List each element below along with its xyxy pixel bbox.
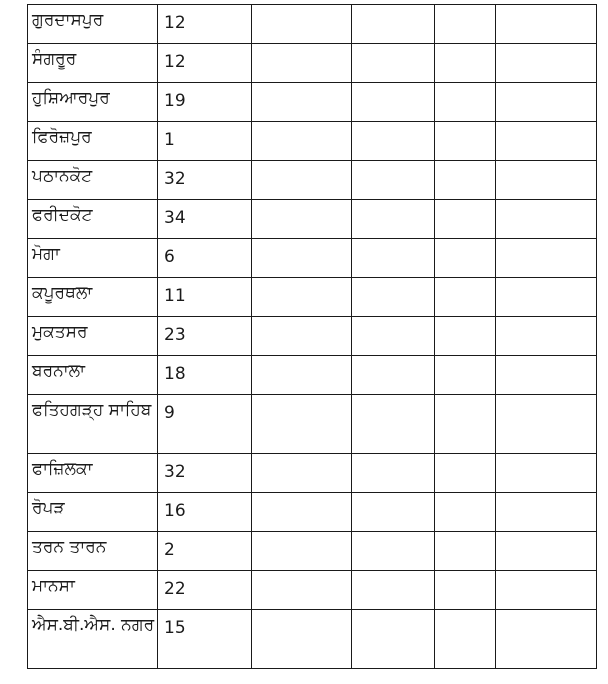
empty-cell xyxy=(496,454,597,493)
empty-cell xyxy=(352,454,435,493)
empty-cell xyxy=(252,356,352,395)
empty-cell xyxy=(352,239,435,278)
empty-cell xyxy=(496,200,597,239)
empty-cell xyxy=(496,83,597,122)
table-row xyxy=(28,44,597,83)
district-table xyxy=(27,4,597,669)
table-row xyxy=(28,610,597,669)
empty-cell xyxy=(496,610,597,669)
count-cell: 19 xyxy=(158,83,252,122)
count-cell: 34 xyxy=(158,200,252,239)
district-name-cell: ਕਪੂਰਥਲਾ xyxy=(28,278,158,317)
count-cell: 22 xyxy=(158,571,252,610)
empty-cell xyxy=(435,493,496,532)
empty-cell xyxy=(496,239,597,278)
district-name-cell: ਬਰਨਾਲਾ xyxy=(28,356,158,395)
district-name-cell: ਸੰਗਰੂਰ xyxy=(28,44,158,83)
empty-cell xyxy=(252,44,352,83)
empty-cell xyxy=(252,122,352,161)
table-row xyxy=(28,317,597,356)
empty-cell xyxy=(435,239,496,278)
empty-cell xyxy=(496,571,597,610)
table-row xyxy=(28,571,597,610)
empty-cell xyxy=(435,454,496,493)
table-row xyxy=(28,532,597,571)
district-name-cell: ਫਿਰੋਜ਼ਪੁਰ xyxy=(28,122,158,161)
district-name-cell: ਫਤਿਹਗੜ੍ਹ ਸਾਹਿਬ xyxy=(28,395,158,454)
empty-cell xyxy=(435,200,496,239)
empty-cell xyxy=(435,571,496,610)
table-row xyxy=(28,83,597,122)
count-cell: 9 xyxy=(158,395,252,454)
district-name-cell: ਮੁਕਤਸਰ xyxy=(28,317,158,356)
empty-cell xyxy=(352,44,435,83)
empty-cell xyxy=(496,395,597,454)
district-name-cell: ਹੁਸ਼ਿਆਰਪੁਰ xyxy=(28,83,158,122)
count-cell: 32 xyxy=(158,161,252,200)
empty-cell xyxy=(352,610,435,669)
table-row xyxy=(28,5,597,44)
empty-cell xyxy=(435,532,496,571)
count-cell: 12 xyxy=(158,5,252,44)
count-cell: 32 xyxy=(158,454,252,493)
table-row xyxy=(28,122,597,161)
empty-cell xyxy=(435,278,496,317)
district-name-cell: ਫਰੀਦਕੋਟ xyxy=(28,200,158,239)
district-name-cell: ਗੁਰਦਾਸਪੁਰ xyxy=(28,5,158,44)
empty-cell xyxy=(496,493,597,532)
empty-cell xyxy=(496,532,597,571)
empty-cell xyxy=(496,356,597,395)
empty-cell xyxy=(252,161,352,200)
table-row xyxy=(28,200,597,239)
empty-cell xyxy=(252,532,352,571)
empty-cell xyxy=(496,161,597,200)
table-row xyxy=(28,454,597,493)
district-name-cell: ਐਸ.ਬੀ.ਐਸ. ਨਗਰ xyxy=(28,610,158,669)
empty-cell xyxy=(252,493,352,532)
empty-cell xyxy=(352,571,435,610)
empty-cell xyxy=(435,5,496,44)
empty-cell xyxy=(496,278,597,317)
district-name-cell: ਫਾਜ਼ਿਲਕਾ xyxy=(28,454,158,493)
empty-cell xyxy=(352,493,435,532)
empty-cell xyxy=(435,44,496,83)
empty-cell xyxy=(252,317,352,356)
empty-cell xyxy=(435,122,496,161)
empty-cell xyxy=(352,5,435,44)
empty-cell xyxy=(352,317,435,356)
count-cell: 2 xyxy=(158,532,252,571)
empty-cell xyxy=(352,278,435,317)
empty-cell xyxy=(352,200,435,239)
empty-cell xyxy=(252,278,352,317)
empty-cell xyxy=(435,395,496,454)
empty-cell xyxy=(252,200,352,239)
empty-cell xyxy=(435,317,496,356)
count-cell: 12 xyxy=(158,44,252,83)
empty-cell xyxy=(352,161,435,200)
empty-cell xyxy=(352,395,435,454)
empty-cell xyxy=(252,83,352,122)
empty-cell xyxy=(435,83,496,122)
district-name-cell: ਮੋਗਾ xyxy=(28,239,158,278)
district-name-cell: ਪਠਾਨਕੋਟ xyxy=(28,161,158,200)
count-cell: 6 xyxy=(158,239,252,278)
empty-cell xyxy=(252,610,352,669)
empty-cell xyxy=(252,5,352,44)
count-cell: 15 xyxy=(158,610,252,669)
table-row xyxy=(28,356,597,395)
empty-cell xyxy=(252,571,352,610)
table-row xyxy=(28,278,597,317)
table-row xyxy=(28,493,597,532)
count-cell: 16 xyxy=(158,493,252,532)
empty-cell xyxy=(352,532,435,571)
empty-cell xyxy=(496,44,597,83)
empty-cell xyxy=(352,356,435,395)
count-cell: 23 xyxy=(158,317,252,356)
empty-cell xyxy=(496,122,597,161)
table-row xyxy=(28,239,597,278)
district-name-cell: ਰੋਪੜ xyxy=(28,493,158,532)
empty-cell xyxy=(252,395,352,454)
empty-cell xyxy=(352,122,435,161)
empty-cell xyxy=(496,317,597,356)
count-cell: 11 xyxy=(158,278,252,317)
empty-cell xyxy=(352,83,435,122)
empty-cell xyxy=(252,239,352,278)
district-name-cell: ਮਾਨਸਾ xyxy=(28,571,158,610)
empty-cell xyxy=(435,610,496,669)
empty-cell xyxy=(435,161,496,200)
table-row xyxy=(28,161,597,200)
table-row xyxy=(28,395,597,454)
empty-cell xyxy=(435,356,496,395)
district-name-cell: ਤਰਨ ਤਾਰਨ xyxy=(28,532,158,571)
empty-cell xyxy=(496,5,597,44)
empty-cell xyxy=(252,454,352,493)
count-cell: 18 xyxy=(158,356,252,395)
count-cell: 1 xyxy=(158,122,252,161)
